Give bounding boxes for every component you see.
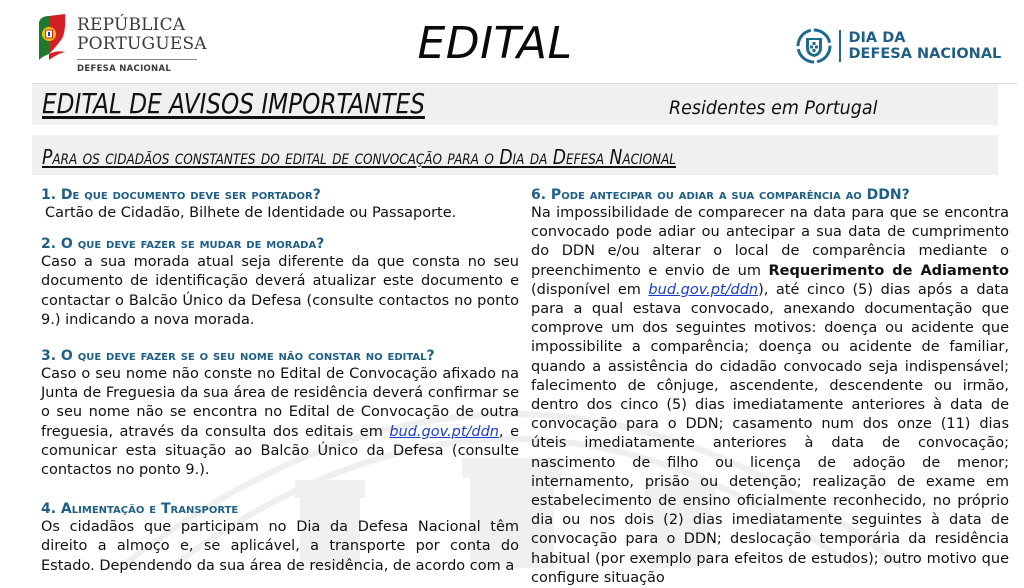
section-text: ), até cinco (5) dias após a data para a qual estava convocado, anexando documentação que comprove um dos seguintes motivos: doença ou acidente que impossibilite a comparência; doença ou acidente de familiar, quando a assistência do cidadão convocado seja indispensável; falecimento de cônjuge, ascendente, descendente ou irmão, dentro dos cinco (5) dias imediatamente anteriores à data de convocação para o DDN; casamento num dos onze (11) dias úteis imediatamente anteriores à data de convocação; nascimento de filho ou licença de adoção de menor; internamento, prisão ou detenção; realização de exame em estabelecimento de ensino oficialmente reconhecido, no próprio dia ou nos dois (2) dias imediatamente seguintes à data de convocação para o DDN; deslocação temporária da residência habitual (por exemplo para efeitos de estudos); outro motivo que configure situação <box>531 281 1009 586</box>
audience-title: Para os cidadãos constantes do edital de convocação para o Dia da Defesa Nacional <box>42 145 677 169</box>
requerimento-bold: Requerimento de Adiamento <box>768 262 1009 279</box>
republica-portuguesa-logo <box>35 14 207 74</box>
document-header <box>0 0 1024 82</box>
banner-title: EDITAL DE AVISOS IMPORTANTES <box>42 87 425 120</box>
section-title: 1. De que documento deve ser portador? <box>41 187 321 203</box>
section-body: Cartão de Cidadão, Bilhete de Identidade ou Passaporte. <box>45 205 457 221</box>
section-6 <box>531 186 1009 588</box>
section-body: Os cidadãos que participam no Dia da Defesa Nacional têm direito a almoço e, se aplicável, a transporte por conta do Estado. Dependendo da sua área de residência, de acordo com a <box>41 519 519 574</box>
page-title: EDITAL <box>417 18 573 69</box>
portugal-flag-icon <box>35 14 67 60</box>
section-text: (disponível em <box>531 281 649 298</box>
section-text: , e comunicar esta situação ao Balcão Único da Defesa (consulte contactos no ponto 9.). <box>41 423 520 479</box>
dia-da-defesa-nacional-logo <box>795 27 1001 65</box>
logo-divider <box>77 59 197 60</box>
section-body <box>41 365 519 480</box>
bud-link[interactable]: bud.gov.pt/ddn <box>389 423 499 440</box>
logo-defesa-nacional-text: DEFESA NACIONAL <box>77 64 172 74</box>
logo-defesa-nacional-text: DEFESA NACIONAL <box>848 46 1002 62</box>
bud-link[interactable]: bud.gov.pt/ddn <box>648 281 759 298</box>
section-title: 4. Alimentação e Transporte <box>41 501 239 518</box>
left-column <box>41 186 519 576</box>
section-text: Na impossibilidade de comparecer na data para que se encontra convocado pode adiar ou antecipar a sua data de cumprimento do DDN e/ou alterar o local de comparência mediante o preenchimento e envio de um <box>531 205 1009 279</box>
section-title: 6. Pode antecipar ou adiar a sua comparência ao DDN? <box>531 187 910 203</box>
section-text: Caso o seu nome não conste no Edital de Convocação afixado na Junta de Freguesia da sua área de residência deverá confirmar se o seu nome não se encontra no Edital de Convocação de outra freguesia, através da consulta dos editais em <box>41 366 519 440</box>
section-3 <box>41 347 519 480</box>
logo-separator <box>839 30 841 62</box>
section-title: 2. O que deve fazer se mudar de morada? <box>41 236 325 253</box>
ddn-shield-emblem-icon <box>795 27 833 65</box>
section-body: Caso a sua morada atual seja diferente da que consta no seu documento de identificação deverá atualizar este documento e contactar o Balcão Único da Defesa (consulte contactos no ponto 9.) indicando a nova morada. <box>41 254 519 328</box>
section-body <box>531 204 1009 588</box>
logo-republica-text: REPÚBLICA <box>77 15 186 35</box>
section-1 <box>41 186 519 223</box>
section-title: 3. O que deve fazer se o seu nome não constar no edital? <box>41 348 435 365</box>
logo-dia-da-text: DIA DA <box>848 30 906 46</box>
logo-portuguesa-text: PORTUGUESA <box>77 34 207 54</box>
section-4 <box>41 500 519 576</box>
section-2 <box>41 235 519 330</box>
right-column <box>531 186 1009 588</box>
audience-banner <box>32 135 998 175</box>
main-banner <box>32 84 998 125</box>
banner-subtitle: Residentes em Portugal <box>669 97 878 119</box>
